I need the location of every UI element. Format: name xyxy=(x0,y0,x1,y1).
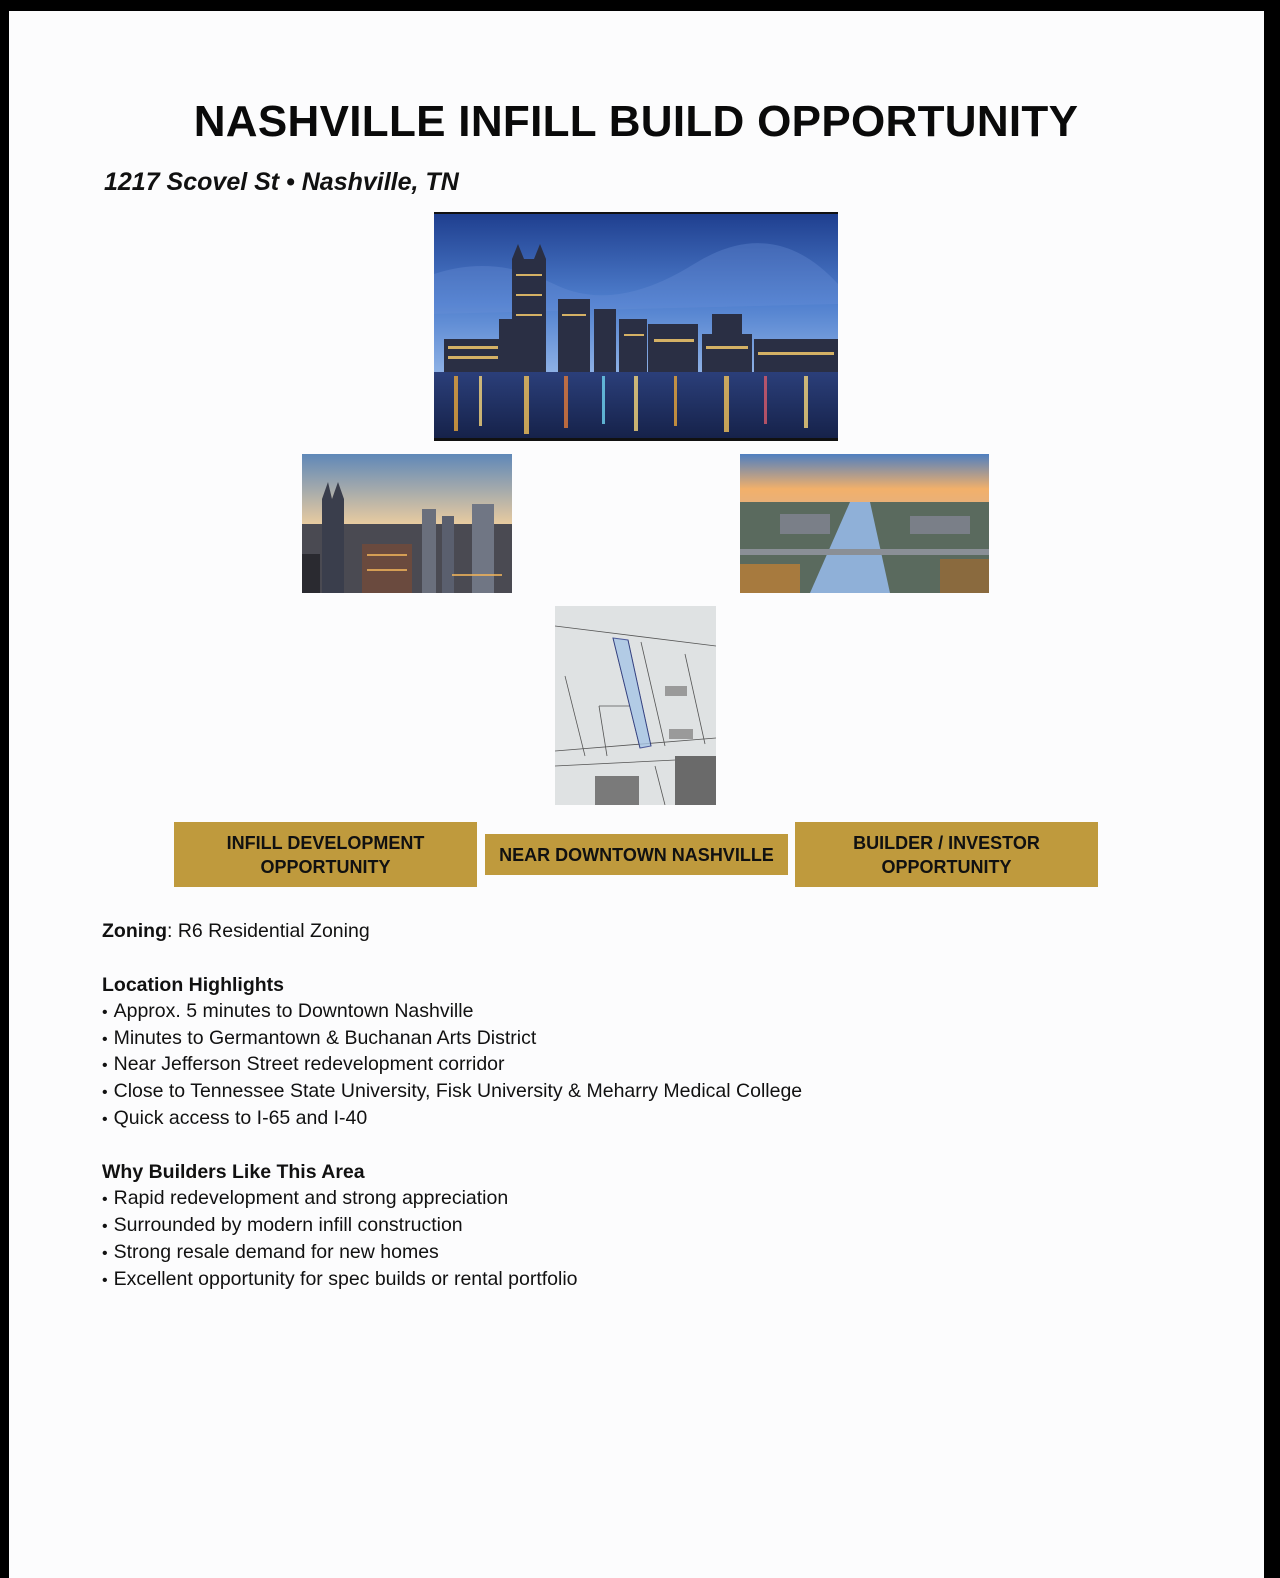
list-item: • Near Jefferson Street redevelopment corridor xyxy=(102,1051,802,1078)
list-item: • Excellent opportunity for spec builds or rental portfolio xyxy=(102,1266,802,1293)
list-item: • Close to Tennessee State University, Fisk University & Meharry Medical College xyxy=(102,1078,802,1105)
zoning-label: Zoning xyxy=(102,920,167,942)
page-title: NASHVILLE INFILL BUILD OPPORTUNITY xyxy=(193,97,1079,146)
river-aerial-photo xyxy=(740,454,989,593)
list-item: • Approx. 5 minutes to Downtown Nashville xyxy=(102,998,802,1025)
infill-development-banner: INFILL DEVELOPMENT OPPORTUNITY xyxy=(174,822,477,887)
location-highlights-list xyxy=(102,998,802,1131)
location-highlights-heading: Location Highlights xyxy=(102,974,284,996)
skyline-night-photo xyxy=(434,212,838,441)
parcel-plat-map xyxy=(555,606,716,805)
why-builders-heading: Why Builders Like This Area xyxy=(102,1161,365,1184)
list-item: • Strong resale demand for new homes xyxy=(102,1239,802,1266)
list-item: • Surrounded by modern infill construction xyxy=(102,1212,802,1239)
list-item: • Quick access to I-65 and I-40 xyxy=(102,1105,802,1132)
builder-investor-banner: BUILDER / INVESTOR OPPORTUNITY xyxy=(795,822,1098,887)
list-item: • Minutes to Germantown & Buchanan Arts District xyxy=(102,1025,802,1052)
zoning-line xyxy=(102,918,802,944)
why-builders-list xyxy=(102,1185,802,1292)
downtown-aerial-photo xyxy=(302,454,512,593)
details-section xyxy=(102,918,802,1292)
flyer-page xyxy=(9,11,1264,1578)
property-address: 1217 Scovel St • Nashville, TN xyxy=(104,168,459,196)
near-downtown-banner: NEAR DOWNTOWN NASHVILLE xyxy=(485,834,788,875)
zoning-value: : R6 Residential Zoning xyxy=(166,920,370,942)
list-item: • Rapid redevelopment and strong appreciation xyxy=(102,1185,802,1212)
